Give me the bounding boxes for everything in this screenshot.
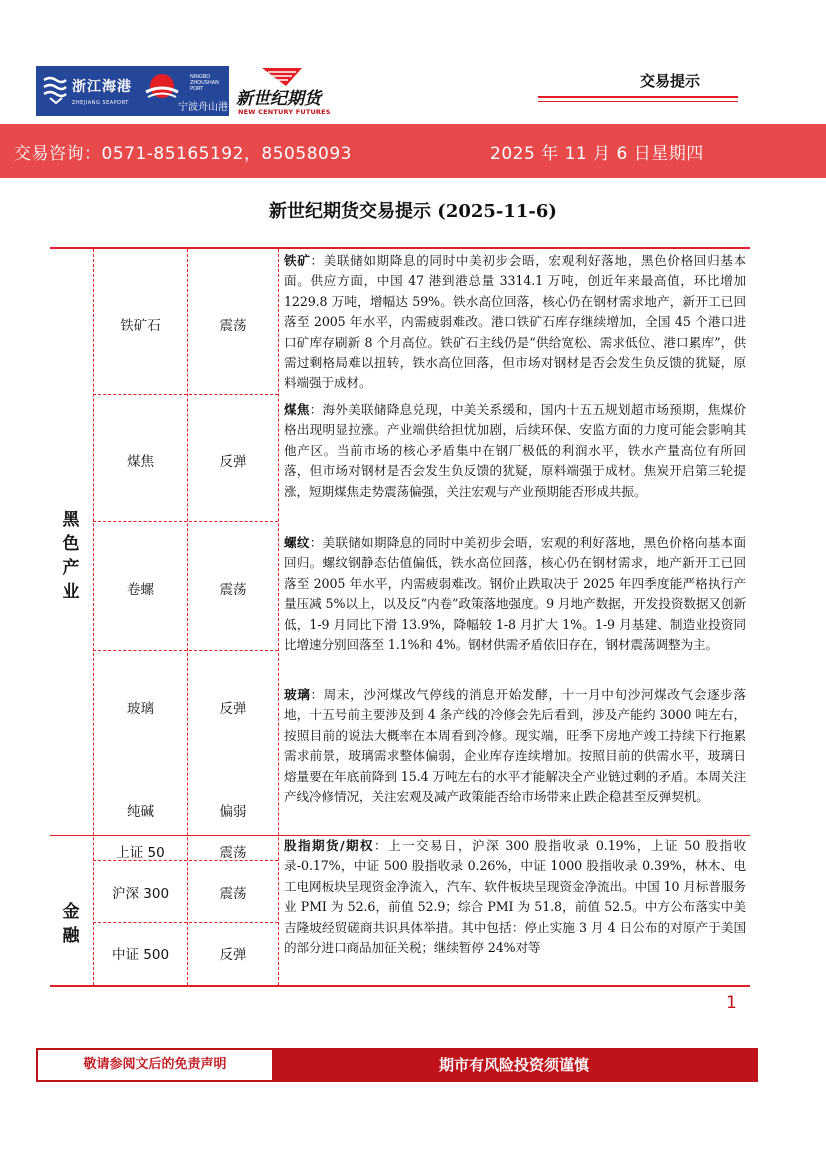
logo2-en-text: NINGBO ZHOUSHAN PORT	[190, 74, 219, 92]
view-soda: 偏弱	[219, 804, 247, 820]
view-hs300: 震荡	[219, 886, 247, 902]
commentary-text: ：上一交易日，沪深 300 股指收录 0.19%，上证 50 股指收录-0.17%，中证 500 股指收录 0.26%，中证 1000 股指收录 0.39%，林木、电工电网板块呈现资金净流入，汽车、软件板块呈现资金净流出。中国 10 月标普服务业 PMI 为 52.6，前值 52.9；综合 PMI 为 51.8，前值 52.5。中方公布落实中美吉隆坡经贸磋商共识具体举措。其中包括：停止实施 3 月 4 日公布的对原产于美国的部分进口商品加征关税；继续暂停 24%对等	[284, 838, 747, 956]
table-bottom-border	[50, 985, 750, 987]
logo1-en-text: ZHEJIANG SEAPORT	[72, 100, 129, 106]
col-divider-2	[187, 249, 188, 985]
commentary-glass	[284, 685, 746, 807]
view-iron-ore: 震荡	[219, 318, 247, 334]
product-sz50: 上证 50	[116, 845, 165, 861]
product-zz500: 中证 500	[111, 947, 170, 963]
risk-warning: 期市有风险投资须谨慎	[272, 1050, 756, 1080]
product-iron-ore: 铁矿石	[120, 318, 161, 334]
commentary-rebar	[284, 533, 746, 655]
view-sz50: 震荡	[219, 845, 247, 861]
commentary-iron-ore	[284, 251, 746, 394]
product-glass: 玻璃	[127, 701, 154, 717]
view-rebar: 震荡	[219, 582, 247, 598]
commentary-coke	[284, 400, 746, 502]
new-century-logo	[236, 66, 331, 122]
port-emblem-icon	[142, 72, 182, 102]
footer-bar	[36, 1048, 758, 1082]
commentary-text: ：美联储如期降息的同时中美初步会晤，宏观的利好落地，黑色价格向基本面回归。螺纹钢静态估值偏低，铁水高位回落，核心仍在钢材需求，地产新开工已回落至 2005 年水平，内需疲弱难改。钢价止跌取决于 2025 年四季度能严格执行产量压减 5%以上，以及反“内卷”政策落地强度。9 月地产数据，开发投资数据又创新低，1-9 月同比下滑 13.9%，降幅较 1-8 月扩大 1%。1-9 月基建、制造业投资同比增速分别回落至 1.1%和 4%。钢材供需矛盾依旧存在，钢材震荡调整为主。	[284, 535, 746, 653]
ningbo-port-logo	[138, 66, 229, 116]
category-black-industry	[50, 508, 92, 604]
contact-banner	[0, 124, 826, 178]
category-char: 金	[62, 902, 80, 922]
page-title: 新世纪期货交易提示 (2025-11-6)	[269, 201, 557, 222]
logo2-cn-text: 宁波舟山港	[178, 102, 228, 113]
logo3-cn-text: 新世纪期货	[236, 89, 321, 109]
logo3-en-text: NEW CENTURY FUTURES	[238, 108, 331, 116]
row-divider	[93, 394, 278, 395]
commentary-index-futures	[284, 836, 746, 958]
view-zz500: 反弹	[219, 947, 247, 963]
row-divider	[93, 650, 278, 651]
contact-info: 交易咨询：0571-85165192，85058093	[14, 144, 352, 164]
commentary-label: 煤焦	[284, 402, 310, 417]
wave-icon	[42, 74, 68, 104]
category-char: 产	[62, 558, 80, 578]
col-divider-1	[93, 249, 94, 985]
commentary-label: 铁矿	[284, 253, 311, 268]
category-char: 黑	[62, 510, 80, 530]
category-finance	[50, 900, 92, 948]
product-coke: 煤焦	[127, 454, 154, 470]
document-type: 交易提示	[639, 72, 700, 90]
commentary-text: ：周末，沙河煤改气停线的消息开始发酵，十一月中旬沙河煤改气会逐步落地，十五号前主要涉及到 4 条产线的冷修会先后看到，涉及产能约 3000 吨左右，按照目前的说法大概率在本周看到冷修。现实端，旺季下房地产竣工持续下行拖累需求前景，玻璃需求整体偏弱，企业库存连续增加。按照目前的供需水平，玻璃日熔量要在年底前降到 15.4 万吨左右的水平才能解决全产业链过剩的矛盾。本周关注产线冷修情况，关注宏观及减产政策能否给市场带来止跌企稳甚至反弹契机。	[284, 687, 746, 805]
report-date: 2025 年 11 月 6 日星期四	[490, 144, 704, 164]
commentary-text: ：美联储如期降息的同时中美初步会晤，宏观利好落地，黑色价格回归基本面。供应方面，中国 47 港到港总量 3314.1 万吨，创近年来最高值，环比增加 1229.8 万吨，增幅达 59%。铁水高位回落，核心仍在钢材需求地产，新开工已回落至 2005 年水平，内需疲弱难改。港口铁矿石库存继续增加，全国 45 个港口进口矿库存刷新 8 个月高位。铁矿石主线仍是“供给宽松、需求低位、港口累库”，供需过剩格局难以扭转，铁水高位回落，但市场对钢材是否会发生负反馈的犹疑，原料端强于成材。	[284, 253, 746, 391]
commentary-text: ：海外美联储降息兑现，中美关系缓和，国内十五五规划超市场预期，焦煤价格出现明显拉涨。产业端供给担忧加剧，后续环保、安监方面的力度可能会影响其他产区。当前市场的核心矛盾集中在钢厂极低的利润水平，铁水产量高位有所回落，但市场对钢材是否会发生负反馈的犹疑，原料端强于成材。焦炭开启第三轮提涨，短期煤焦走势震荡偏强，关注宏观与产业预期能否形成共振。	[284, 402, 746, 499]
product-hs300: 沪深 300	[111, 886, 170, 902]
logo1-cn-text: 浙江海港	[72, 79, 132, 95]
zhejiang-seaport-logo	[36, 66, 138, 116]
header-rule	[538, 96, 738, 98]
product-rebar: 卷螺	[127, 582, 154, 598]
product-soda: 纯碱	[127, 804, 154, 820]
row-divider	[93, 521, 278, 522]
category-char: 业	[62, 582, 80, 602]
col-divider-3	[278, 249, 279, 985]
category-char: 色	[62, 534, 80, 554]
row-divider	[93, 922, 278, 923]
commentary-label: 股指期货/期权	[284, 838, 374, 853]
commentary-label: 螺纹	[284, 535, 310, 550]
table-top-border	[50, 247, 750, 249]
view-glass: 反弹	[219, 701, 247, 717]
commentary-label: 玻璃	[284, 687, 311, 702]
header-rule-thin	[538, 101, 738, 102]
page-number: 1	[726, 993, 737, 1013]
view-coke: 反弹	[219, 454, 247, 470]
disclaimer-link[interactable]: 敬请参阅文后的免责声明	[38, 1050, 272, 1080]
category-char: 融	[62, 926, 80, 946]
